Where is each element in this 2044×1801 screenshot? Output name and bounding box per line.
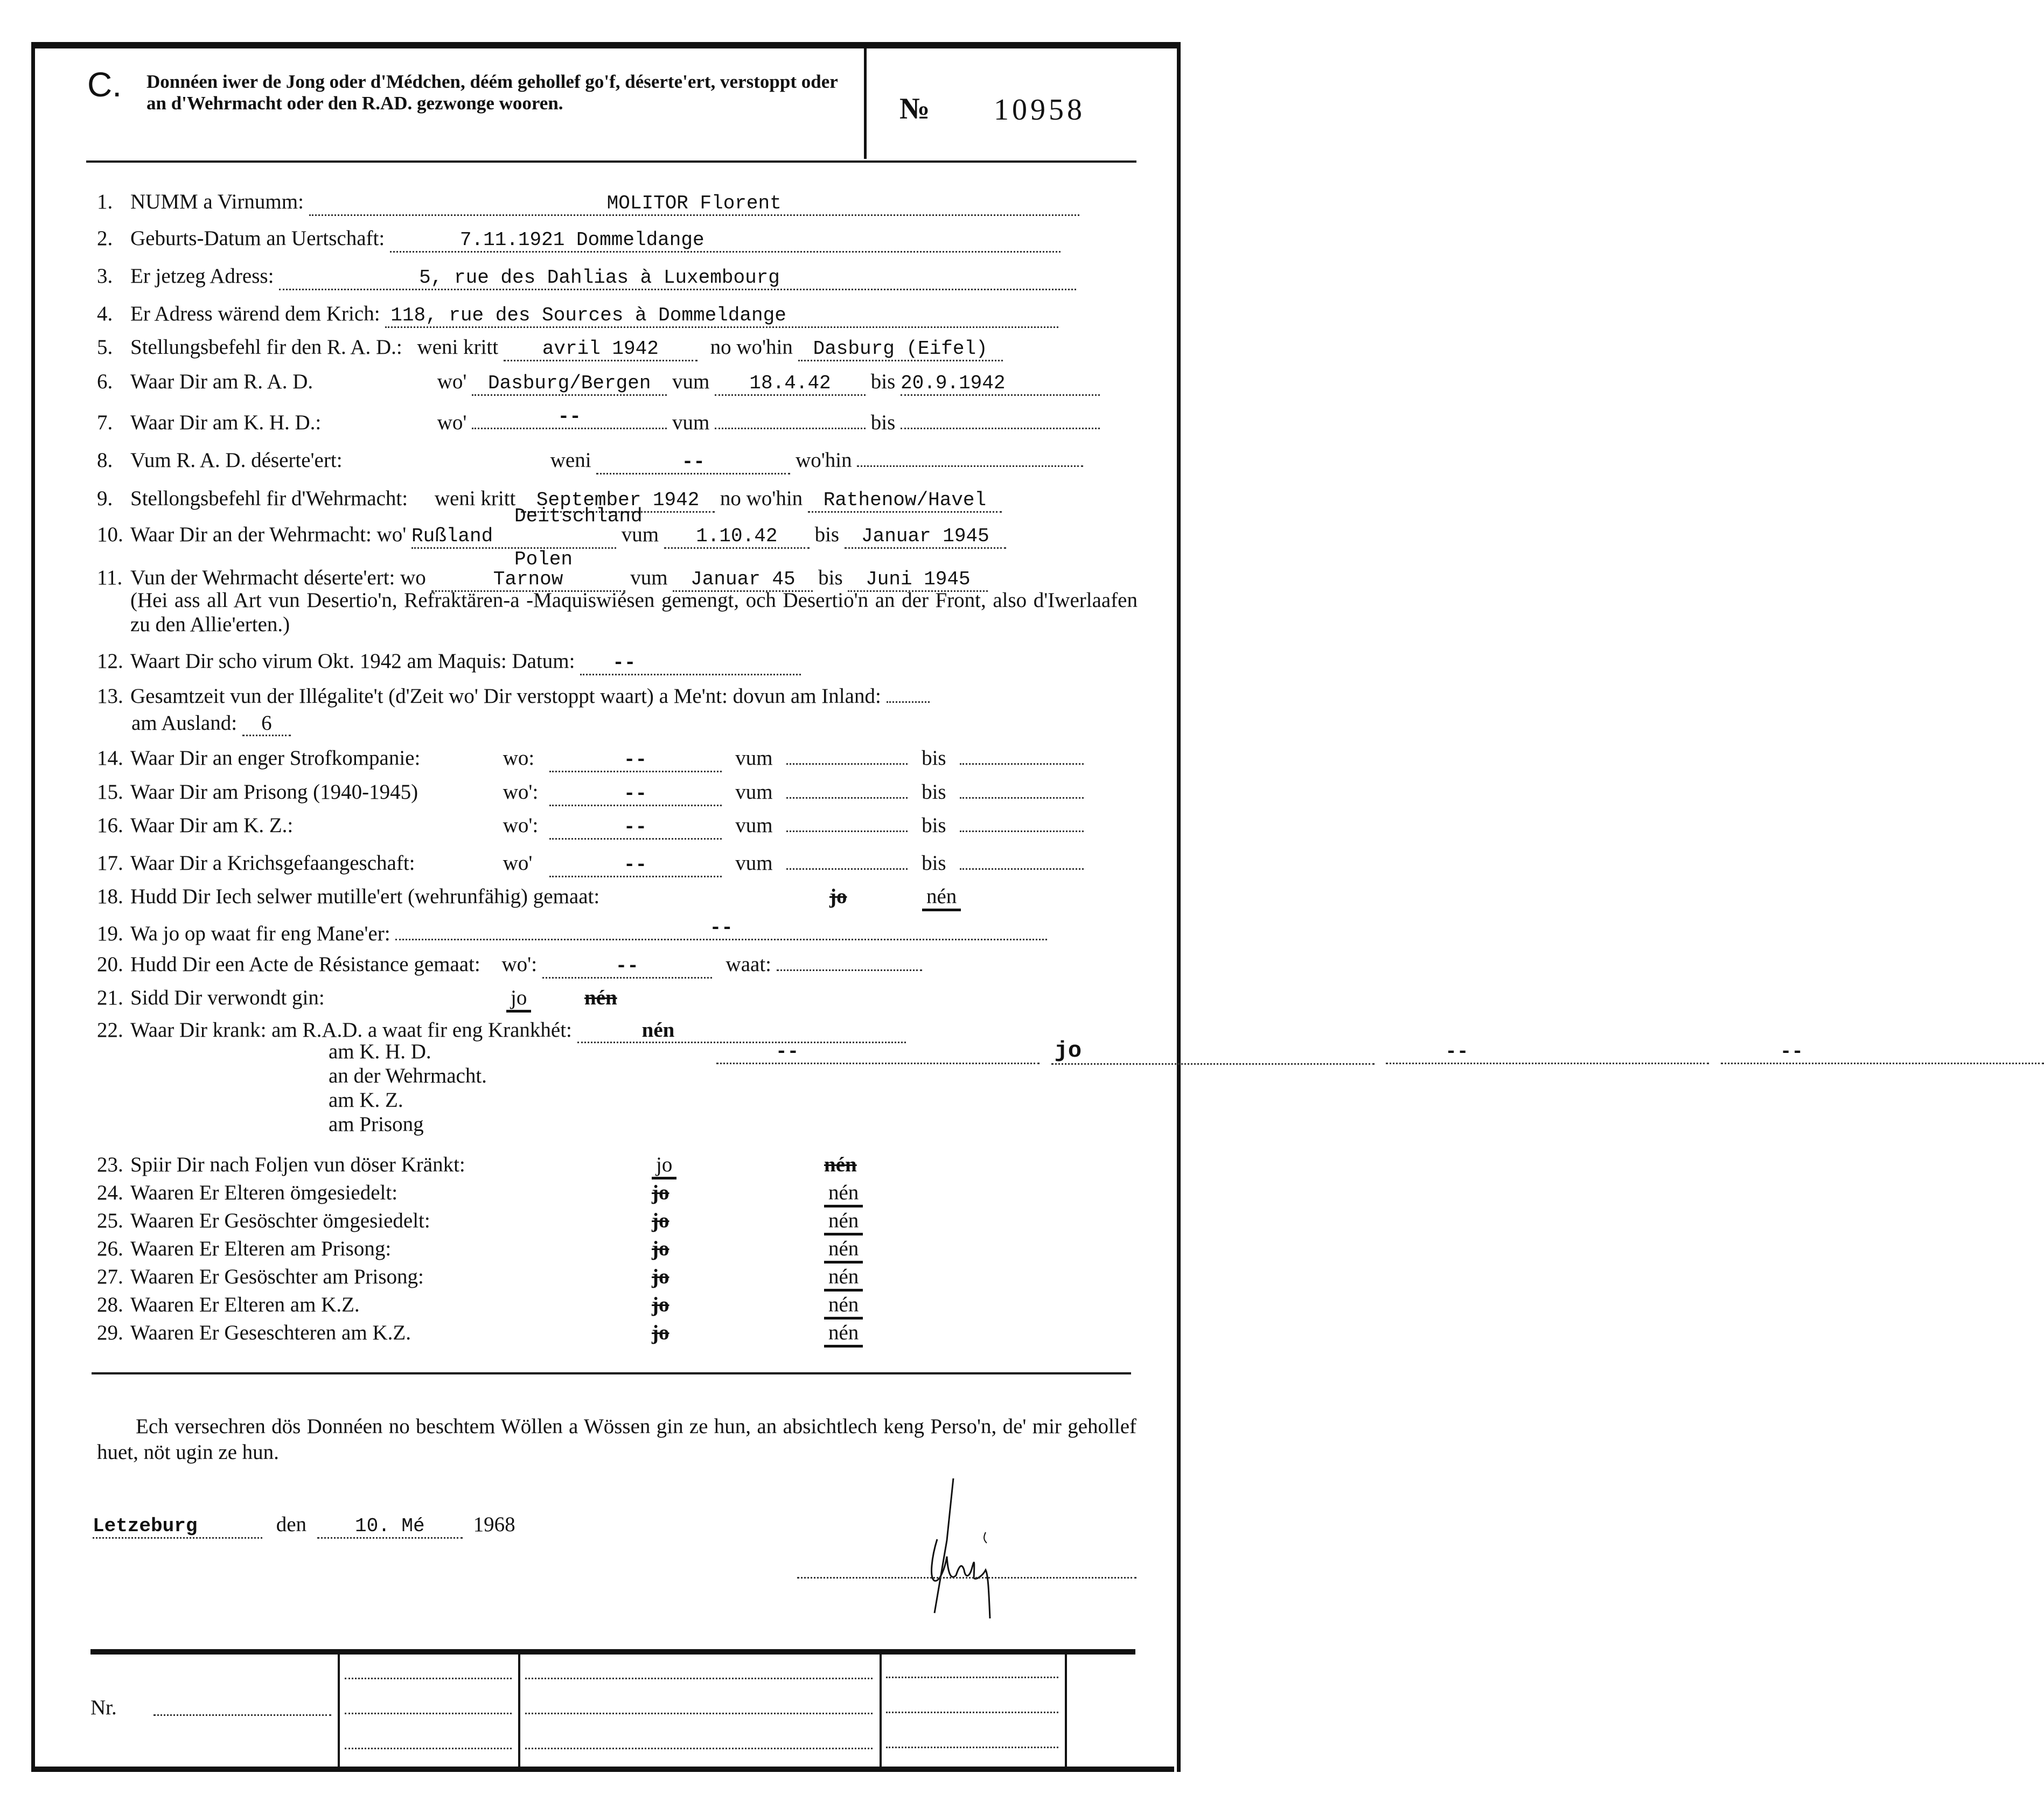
number-sign: № — [899, 92, 930, 125]
no-option[interactable]: nén — [824, 1293, 863, 1320]
section-separator — [92, 1372, 1131, 1374]
vum-label: vum — [630, 566, 668, 589]
where-label: wo'hin — [796, 449, 852, 472]
row-number: 24. — [97, 1181, 123, 1204]
row-label: Vun der Wehrmacht déserte'ert: — [130, 566, 395, 589]
row-label: Waart Dir scho virum Okt. 1942 am Maquis: Datum: — [130, 650, 575, 673]
yes-option[interactable]: jo — [652, 1181, 669, 1204]
row-number: 6. — [97, 370, 113, 393]
row-13-abroad — [131, 711, 291, 736]
bis-label: bis — [818, 566, 843, 589]
yes-no-row — [97, 1265, 424, 1289]
illness-wehrmacht[interactable]: jo — [1051, 1039, 1375, 1065]
row-label: Er Adress wärend dem Krich: — [130, 302, 380, 325]
vum-label: vum — [735, 814, 773, 837]
vum-label: vum — [621, 523, 659, 546]
row-number: 13. — [97, 685, 123, 708]
abroad-months[interactable]: 6 — [242, 713, 291, 736]
no-option[interactable]: nén — [824, 1181, 863, 1207]
desertion-place[interactable]: Tarnow — [431, 570, 625, 592]
desertion-to[interactable]: Juni 1945 — [848, 570, 988, 592]
wehrmacht-order-date[interactable]: September 1942 — [521, 491, 715, 513]
row-number: 9. — [97, 487, 113, 510]
row-number: 21. — [97, 986, 123, 1009]
khd-from[interactable] — [715, 410, 866, 429]
wo-label: wo': — [501, 953, 538, 976]
row-label: Hudd Dir een Acte de Résistance gemaat: — [130, 953, 480, 976]
row-label: Waar Dir am Prisong (1940-1945) — [130, 780, 418, 804]
wo-label: wo' — [376, 523, 407, 546]
footer-cell[interactable] — [345, 1678, 512, 1679]
wo-label: wo': — [503, 780, 539, 804]
pow-place[interactable]: -- — [549, 855, 722, 877]
row-1 — [97, 190, 1079, 216]
row-number: 23. — [97, 1153, 123, 1176]
row-10 — [97, 522, 1006, 549]
wehrmacht-country: Deitschland — [514, 505, 643, 527]
row-label: Waar Dir an enger Strofkompanie: — [130, 746, 421, 770]
footer-top-rule — [90, 1649, 1135, 1655]
rad-place[interactable]: Dasburg/Bergen — [472, 374, 667, 396]
footer-cell[interactable] — [525, 1713, 873, 1714]
row-number: 3. — [97, 264, 113, 288]
rad-to[interactable]: 20.9.1942 — [901, 374, 1100, 396]
row-number: 5. — [97, 336, 113, 359]
vum-label: vum — [672, 411, 710, 434]
where-label: no wo'hin — [720, 487, 803, 510]
yes-option[interactable]: jo — [652, 1265, 669, 1288]
row-label: Geburts-Datum an Uertschaft: — [130, 227, 385, 250]
row-label: Waar Dir krank: am R.A.D. a waat fir eng Krankhét: — [130, 1018, 572, 1042]
section-letter: C. — [87, 65, 122, 104]
wehrmacht-from[interactable]: 1.10.42 — [664, 527, 810, 549]
row-number: 17. — [97, 851, 123, 875]
desertion-note: (Hei ass all Art vun Desertio'n, Refraktären-a -Maquiswiésen gemengt, och Desertio'n an der Front, also d'Iwerlaafen zu den Allie'erten.) — [130, 589, 1138, 636]
where-label: no wo'hin — [710, 336, 793, 359]
wehrmacht-to[interactable]: Januar 1945 — [845, 527, 1006, 549]
illness-sublabels — [329, 1039, 487, 1136]
row-label: Hudd Dir Iech selwer mutille'ert (wehrunfähig) gemaat: — [130, 885, 600, 908]
form-number: 10958 — [994, 93, 1085, 127]
row-label: Spiir Dir nach Foljen vun döser Kränkt: — [130, 1153, 465, 1176]
row-20 — [97, 952, 922, 979]
yes-option[interactable]: jo — [652, 1209, 669, 1232]
row-label: Sidd Dir verwondt gin: — [130, 986, 325, 1009]
declaration-text: Ech versechren dös Donnéen no beschtem Wöllen a Wössen gin ze hun, an absichtlech keng Perso'n, de' mir gehollef huet, nöt ugin ze hun. — [97, 1415, 1136, 1464]
row-number: 2. — [97, 227, 113, 250]
illness-khd[interactable]: -- — [716, 1042, 1040, 1064]
header-divider — [864, 43, 867, 159]
row-19 — [97, 918, 1047, 946]
mutilation-manner[interactable]: -- — [395, 918, 1047, 940]
when-label: weni kritt — [417, 336, 499, 359]
yes-no-row — [97, 1153, 465, 1177]
year-label: 1968 — [473, 1513, 515, 1536]
illness-sublabel: am K. Z. — [329, 1088, 403, 1112]
header-separator — [86, 160, 1136, 163]
footer-cell[interactable] — [345, 1748, 512, 1749]
place-field[interactable]: Letzeburg — [93, 1517, 262, 1539]
row-number: 1. — [97, 190, 113, 213]
row-number: 10. — [97, 523, 123, 546]
wehrmacht-order-place[interactable]: Rathenow/Havel — [808, 491, 1002, 513]
yes-no-row — [97, 1181, 397, 1205]
footer-nr-field[interactable] — [154, 1714, 331, 1716]
pow-from[interactable] — [786, 851, 908, 870]
wartime-address-field[interactable]: 118, rue des Sources à Dommeldange — [385, 306, 1058, 328]
row-label: Waaren Er Elteren am Prisong: — [130, 1237, 392, 1260]
row-number: 19. — [97, 922, 123, 945]
self-mutilation-yes[interactable]: jo — [829, 885, 847, 908]
row-5 — [97, 335, 1003, 361]
punishment-company-to[interactable] — [960, 746, 1084, 765]
row-label: Vum R. A. D. déserte'ert: — [130, 449, 343, 472]
row-15 — [97, 780, 1084, 806]
row-label: Waaren Er Elteren am K.Z. — [130, 1293, 360, 1316]
row-16 — [97, 813, 1084, 840]
khd-place[interactable]: -- — [472, 407, 667, 429]
signature-line — [797, 1577, 1136, 1579]
wo-label: wo — [400, 566, 426, 589]
row-label: Stellongsbefehl fir d'Wehrmacht: — [130, 487, 408, 510]
signature — [883, 1476, 1013, 1637]
wo-label: wo: — [503, 746, 535, 770]
footer-column-divider — [518, 1653, 520, 1767]
row-label: Waar Dir an der Wehrmacht: — [130, 523, 372, 546]
footer-cell[interactable] — [886, 1677, 1058, 1678]
row-number: 14. — [97, 746, 123, 770]
footer-cell[interactable] — [525, 1678, 873, 1679]
row-number: 26. — [97, 1237, 123, 1260]
row-label: Wa jo op waat fir eng Mane'er: — [130, 922, 390, 945]
prison-to[interactable] — [960, 780, 1084, 799]
when-label: weni — [550, 449, 591, 472]
row-2 — [97, 226, 1061, 253]
rad-from[interactable]: 18.4.42 — [715, 374, 866, 396]
footer-cell[interactable] — [886, 1712, 1058, 1713]
row-3 — [97, 264, 1076, 290]
form-title: Donnéen iwer de Jong oder d'Médchen, déém gehollef go'f, déserte'ert, verstoppt oder an d'Wehrmacht oder den R.AD. gezwonge wooren. — [147, 71, 838, 114]
yes-no-row — [97, 1209, 430, 1233]
khd-to[interactable] — [901, 410, 1100, 429]
rad-order-date[interactable]: avril 1942 — [504, 339, 697, 361]
punishment-company-from[interactable] — [786, 746, 908, 765]
wo-label: wo' — [437, 370, 467, 393]
row-14 — [97, 746, 1084, 772]
desertion-country: Polen — [514, 548, 573, 570]
punishment-company-place[interactable]: -- — [549, 750, 722, 772]
wounded-no[interactable]: nén — [584, 986, 617, 1009]
bis-label: bis — [922, 814, 946, 837]
kz-to[interactable] — [960, 813, 1084, 832]
row-13 — [97, 684, 930, 708]
illness-values — [716, 1038, 1804, 1065]
name-field[interactable]: MOLITOR Florent — [309, 194, 1079, 216]
footer-bottom-rule — [32, 1767, 1174, 1772]
place-date-line — [93, 1512, 515, 1539]
yes-no-row — [97, 1237, 391, 1261]
den-label: den — [276, 1513, 307, 1536]
row-number: 7. — [97, 411, 113, 434]
row-number: 28. — [97, 1293, 123, 1316]
row-number: 11. — [97, 566, 123, 589]
footer-cell[interactable] — [345, 1713, 512, 1714]
no-option[interactable]: nén — [824, 1153, 857, 1176]
row-number: 22. — [97, 1018, 123, 1042]
row-4 — [97, 302, 1058, 328]
row-17 — [97, 851, 1084, 877]
wo-label: wo' — [437, 411, 467, 434]
waat-label: waat: — [725, 953, 772, 976]
bis-label: bis — [922, 851, 946, 875]
bis-label: bis — [922, 746, 946, 770]
row-label: Stellungsbefehl fir den R. A. D.: — [130, 336, 402, 359]
wehrmacht-place[interactable]: Rußland — [411, 527, 616, 549]
row-label: Waar Dir am K. H. D.: — [130, 411, 322, 434]
row-number: 29. — [97, 1321, 123, 1344]
row-label: Gesamtzeit vun der Illégalite't (d'Zeit wo' Dir verstoppt waart) a Me'nt: dovun am Inland: — [130, 685, 881, 708]
yes-option[interactable]: jo — [652, 1153, 676, 1179]
prison-place[interactable]: -- — [549, 784, 722, 806]
when-label: weni kritt — [434, 487, 516, 510]
yes-no-row — [97, 1321, 411, 1345]
row-label: Waar Dir a Krichsgefaangeschaft: — [130, 851, 415, 875]
resistance-what[interactable] — [777, 952, 922, 971]
row-label: Waaren Er Geseschteren am K.Z. — [130, 1321, 411, 1344]
illness-sublabel: an der Wehrmacht. — [329, 1064, 487, 1087]
maquis-date[interactable]: -- — [580, 653, 801, 675]
row-18 — [97, 884, 599, 909]
row-label: Waaren Er Gesöschter ömgesiedelt: — [130, 1209, 430, 1232]
rad-desertion-place[interactable] — [857, 448, 1083, 467]
row-6 — [97, 369, 1100, 396]
yes-option[interactable]: jo — [652, 1321, 669, 1344]
no-option[interactable]: nén — [824, 1265, 863, 1292]
bis-label: bis — [870, 411, 896, 434]
row-number: 25. — [97, 1209, 123, 1232]
prison-from[interactable] — [786, 780, 908, 799]
wo-label: wo': — [503, 814, 539, 837]
bis-label: bis — [814, 523, 840, 546]
row-number: 15. — [97, 780, 123, 804]
footer-column-divider — [880, 1653, 882, 1767]
birth-field[interactable]: 7.11.1921 Dommeldange — [390, 231, 1061, 253]
vum-label: vum — [672, 370, 710, 393]
resistance-place[interactable]: -- — [542, 957, 712, 979]
no-option[interactable]: nén — [824, 1209, 863, 1235]
no-option[interactable]: nén — [824, 1321, 863, 1348]
footer-cell[interactable] — [886, 1747, 1058, 1748]
kz-from[interactable] — [786, 813, 908, 832]
footer-cell[interactable] — [525, 1748, 873, 1749]
yes-option[interactable]: jo — [652, 1237, 669, 1260]
row-number: 16. — [97, 814, 123, 837]
row-number: 27. — [97, 1265, 123, 1288]
row-label: Waar Dir am K. Z.: — [130, 814, 294, 837]
pow-to[interactable] — [960, 851, 1084, 870]
wounded-yes[interactable]: jo — [506, 986, 531, 1013]
vum-label: vum — [735, 780, 773, 804]
row-number: 4. — [97, 302, 113, 325]
illness-kz[interactable]: -- — [1386, 1042, 1709, 1064]
bis-label: bis — [922, 780, 946, 804]
footer-column-divider — [338, 1653, 340, 1767]
current-address-field[interactable]: 5, rue des Dahlias à Luxembourg — [279, 268, 1076, 290]
row-number: 18. — [97, 885, 123, 908]
bis-label: bis — [870, 370, 896, 393]
row-7 — [97, 407, 1100, 435]
row-label: NUMM a Virnumm: — [130, 190, 304, 213]
kz-place[interactable]: -- — [549, 818, 722, 840]
date-field[interactable]: 10. Mé — [317, 1517, 463, 1539]
abroad-label: am Ausland: — [131, 711, 238, 735]
footer-column-divider — [1065, 1653, 1067, 1767]
vum-label: vum — [735, 851, 773, 875]
row-label: Er jetzeg Adress: — [130, 264, 274, 288]
rad-desertion-date[interactable]: -- — [596, 452, 790, 474]
row-label: Waar Dir am R. A. D. — [130, 370, 313, 393]
row-number: 12. — [97, 650, 123, 673]
wo-label: wo' — [503, 851, 533, 875]
row-21 — [97, 986, 325, 1010]
yes-option[interactable]: jo — [652, 1293, 669, 1316]
self-mutilation-no[interactable]: nén — [922, 884, 961, 911]
row-number: 20. — [97, 953, 123, 976]
desertion-from[interactable]: Januar 45 — [673, 570, 813, 592]
illness-rad[interactable]: nén — [577, 1020, 906, 1043]
illness-sublabel: am K. H. D. — [329, 1040, 431, 1063]
no-option[interactable]: nén — [824, 1237, 863, 1264]
footer-nr-label: Nr. — [90, 1696, 117, 1719]
illness-prison[interactable]: -- — [1721, 1042, 2044, 1064]
inland-months[interactable] — [887, 684, 930, 703]
rad-order-place[interactable]: Dasburg (Eifel) — [798, 339, 1003, 361]
row-label: Waaren Er Elteren ömgesiedelt: — [130, 1181, 398, 1204]
row-number: 8. — [97, 449, 113, 472]
row-8 — [97, 448, 1083, 474]
illness-sublabel: am Prisong — [329, 1113, 424, 1136]
row-label: Waaren Er Gesöschter am Prisong: — [130, 1265, 424, 1288]
vum-label: vum — [735, 746, 773, 770]
row-12 — [97, 649, 801, 675]
yes-no-row — [97, 1293, 360, 1317]
